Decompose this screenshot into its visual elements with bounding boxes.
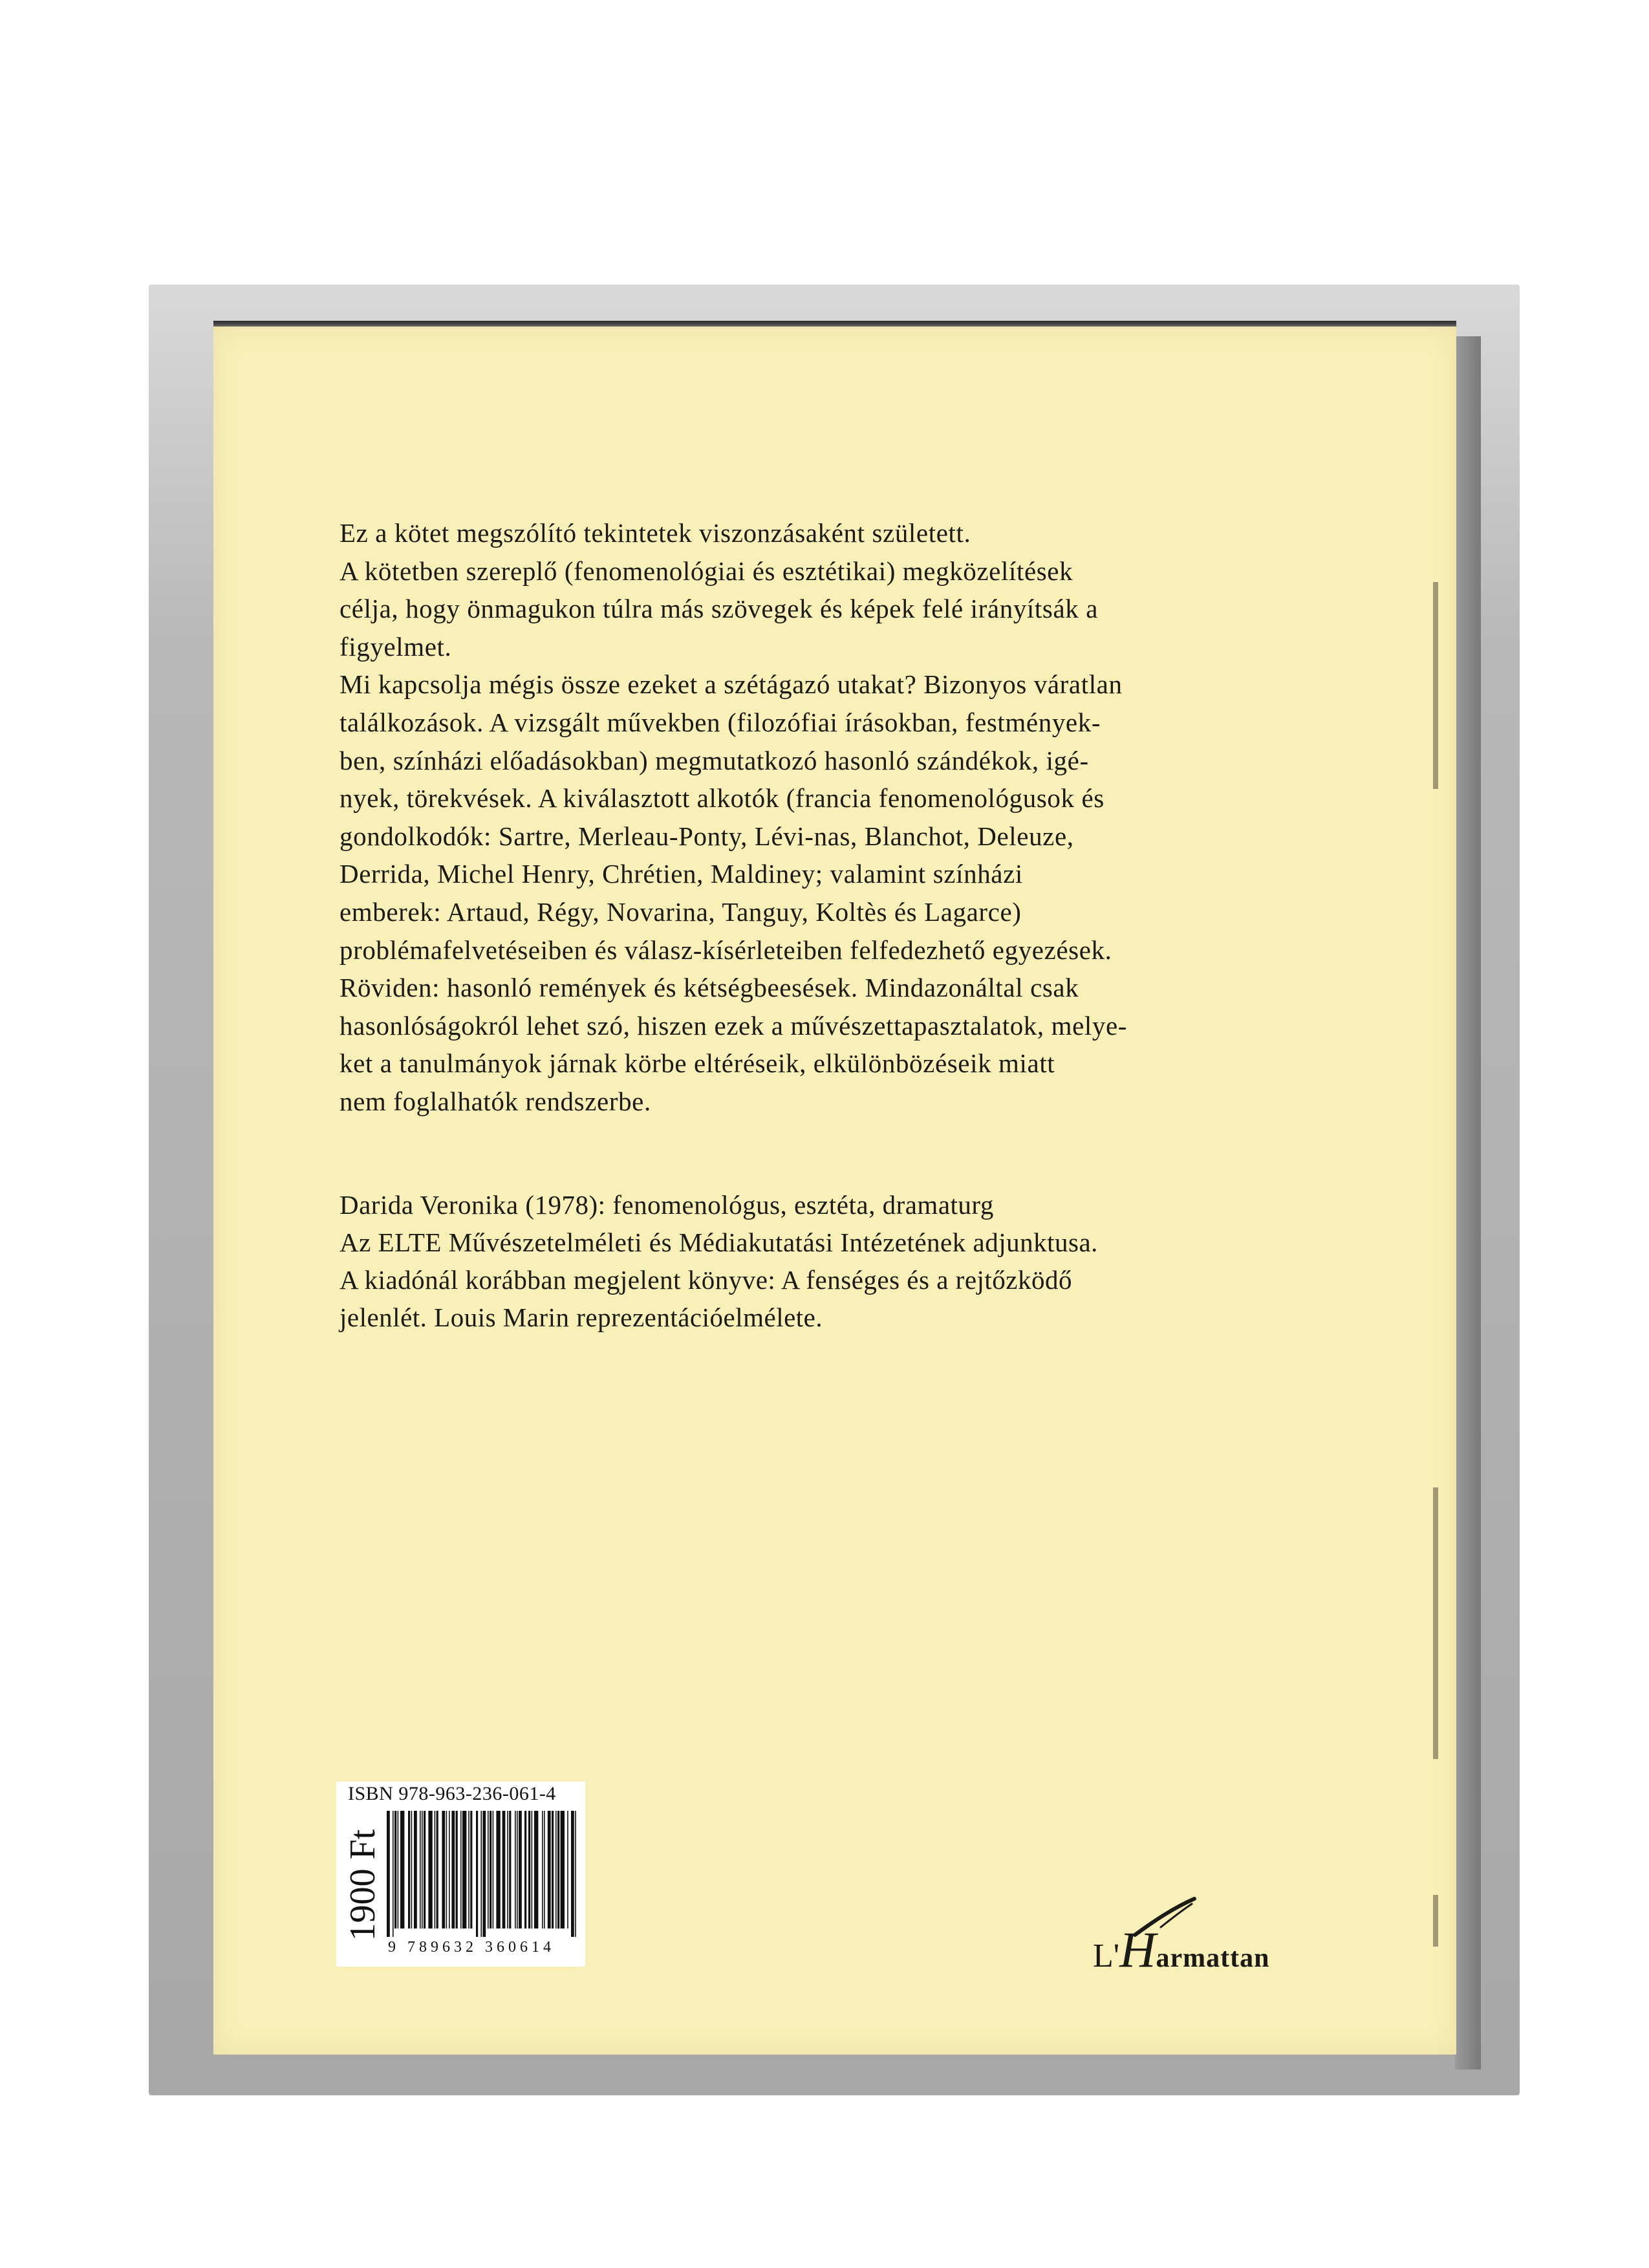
publisher-swoosh-icon: [1128, 1895, 1200, 1940]
barcode-bar: [532, 1811, 533, 1928]
barcode-bar: [528, 1811, 530, 1928]
scan-shadow-edge: [1455, 336, 1481, 2069]
blurb-line: Ez a kötet megszólító tekintetek viszonzásaként született.: [339, 518, 971, 548]
barcode-bar: [398, 1811, 399, 1928]
author-line: A kiadónál korábban megjelent könyve: A fenséges és a rejtőzködő: [339, 1265, 1072, 1295]
blurb-line: nyek, törekvések. A kiválasztott alkotók (francia fenomenológusok és: [339, 783, 1105, 814]
blurb-line: Derrida, Michel Henry, Chrétien, Maldiney; valamint színházi: [339, 859, 1023, 889]
publisher-prefix: L': [1093, 1938, 1120, 1974]
author-bio: [339, 1186, 1310, 1336]
barcode-bar: [424, 1811, 426, 1928]
blurb-line: figyelmet.: [339, 631, 452, 662]
blurb-line: ket a tanulmányok járnak körbe eltéréseik, elkülönbözéseik miatt: [339, 1048, 1055, 1079]
barcode-bar: [446, 1811, 447, 1928]
barcode-bar: [496, 1811, 500, 1928]
blurb-line: Röviden: hasonló remények és kétségbeesések. Mindazonáltal csak: [339, 973, 1079, 1003]
barcode-bar: [552, 1811, 554, 1928]
barcode-bar: [422, 1811, 423, 1928]
barcode-bar: [571, 1811, 574, 1937]
blurb-line: nem foglalhatók rendszerbe.: [339, 1086, 651, 1116]
barcode-bar: [394, 1811, 396, 1928]
blurb-line: emberek: Artaud, Régy, Novarina, Tanguy, Koltès és Lagarce): [339, 896, 1022, 927]
barcode-bar: [408, 1811, 410, 1928]
blurb-line: ben, színházi előadásokban) megmutatkozó hasonló szándékok, igé-: [339, 745, 1089, 775]
barcode-bar: [524, 1811, 526, 1928]
barcode-bar: [561, 1811, 565, 1928]
barcode-bar: [462, 1811, 466, 1928]
barcode-bar: [557, 1811, 559, 1928]
barcode-bar: [555, 1811, 557, 1928]
barcode-bar: [428, 1811, 432, 1928]
barcode-bar: [460, 1811, 462, 1928]
author-line: Az ELTE Művészetelméleti és Médiakutatási Intézetének adjunktusa.: [339, 1227, 1098, 1257]
blurb-paragraph: [339, 514, 1310, 1121]
spine-mark: [1433, 582, 1438, 789]
barcode-bar: [451, 1811, 455, 1928]
barcode-bar: [567, 1811, 568, 1928]
barcode-bar: [387, 1811, 390, 1937]
barcode-bar: [544, 1811, 545, 1928]
barcode-bar: [480, 1811, 482, 1937]
author-line: Darida Veronika (1978): fenomenológus, esztéta, dramaturg: [339, 1190, 994, 1220]
barcode-bar: [490, 1811, 491, 1928]
barcode-bar: [517, 1811, 518, 1928]
isbn-label: ISBN 978-963-236-061-4: [348, 1783, 556, 1804]
barcode-bar: [435, 1811, 436, 1928]
blurb-line: A kötetben szereplő (fenomenológiai és esztétikai) megközelítések: [339, 556, 1073, 586]
blurb-line: Mi kapcsolja mégis össze ezeket a szétágazó utakat? Bizonyos váratlan: [339, 669, 1123, 700]
barcode-bar: [449, 1811, 450, 1928]
barcode-bar: [393, 1811, 394, 1937]
blurb-line: hasonlóságokról lehet szó, hiszen ezek a művészettapasztalatok, melye-: [339, 1010, 1128, 1041]
blurb-line: találkozások. A vizsgált művekben (filozófiai írásokban, festmények-: [339, 707, 1101, 737]
barcode-bar: [400, 1811, 404, 1928]
price-label: [343, 1808, 382, 1963]
barcode-bar: [482, 1811, 486, 1937]
barcode-bar: [534, 1811, 538, 1928]
price-text: 1900 Ft: [343, 1829, 383, 1941]
blurb-line: gondolkodók: Sartre, Merleau-Ponty, Lévi-nas, Blanchot, Deleuze,: [339, 821, 1074, 851]
barcode-bar: [507, 1811, 508, 1928]
barcode-bar: [548, 1811, 551, 1928]
blurb-line: problémafelvetéseiben és válasz-kísérleteiben felfedezhető egyezések.: [339, 934, 1112, 965]
barcode-bar: [414, 1811, 417, 1928]
spine-mark: [1433, 1895, 1438, 1947]
barcode-bar: [442, 1811, 445, 1928]
barcode-bar: [488, 1811, 489, 1928]
barcode-bar: [515, 1811, 516, 1928]
barcode-bar: [411, 1811, 413, 1928]
barcode-icon: [385, 1811, 579, 1937]
spine-mark: [1433, 1487, 1438, 1759]
publisher-initial: H: [1119, 1921, 1156, 1978]
barcode-bar: [493, 1811, 494, 1928]
blurb-text: [339, 514, 1310, 1121]
barcode-bar: [436, 1811, 438, 1928]
barcode-bar: [476, 1811, 478, 1937]
author-line: jelenlét. Louis Marin reprezentációelmélete.: [339, 1302, 823, 1332]
barcode-bar: [509, 1811, 511, 1928]
barcode-bar: [420, 1811, 421, 1928]
barcode-bar: [519, 1811, 522, 1928]
barcode-bar: [456, 1811, 458, 1928]
barcode-bar: [542, 1811, 543, 1928]
barcode-bar: [468, 1811, 469, 1928]
barcode-digits: 9 789632 360614: [388, 1939, 555, 1956]
barcode-bar: [575, 1811, 576, 1937]
barcode-bar: [470, 1811, 472, 1928]
barcode-bar: [502, 1811, 506, 1928]
blurb-line: célja, hogy önmagukon túlra más szövegek és képek felé irányítsák a: [339, 594, 1099, 624]
publisher-name: armattan: [1156, 1943, 1270, 1973]
